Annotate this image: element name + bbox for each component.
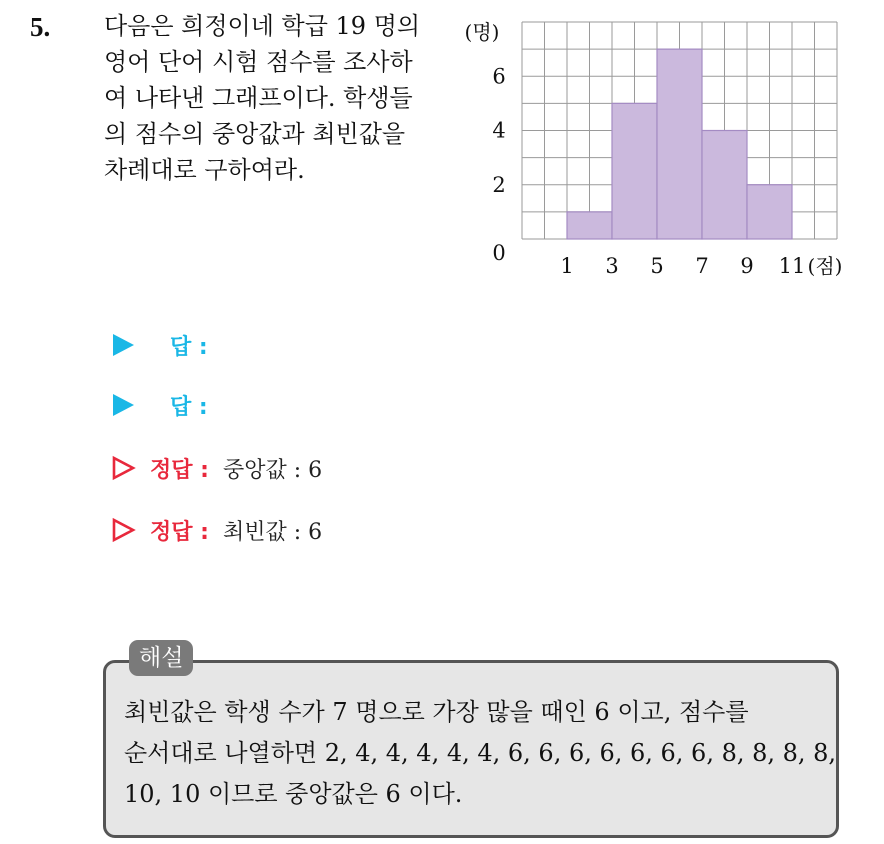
x-tick-label: 7 <box>695 254 709 278</box>
x-tick-label: 1 <box>560 254 574 278</box>
y-axis-title: (명) <box>464 20 500 44</box>
play-triangle-icon <box>110 392 136 418</box>
x-axis-title: (점) <box>807 254 843 278</box>
y-tick-label: 4 <box>492 118 506 143</box>
question-line: 차례대로 구하여라. <box>104 156 305 184</box>
question-line: 의 점수의 중앙값과 최빈값을 <box>104 120 406 148</box>
answer-key-label: 정답 : <box>150 457 209 483</box>
explanation-title: 해설 <box>129 640 193 676</box>
chart-bars <box>567 49 792 239</box>
score-histogram <box>452 8 852 288</box>
play-triangle-icon <box>110 332 136 358</box>
outline-triangle-icon <box>110 517 136 543</box>
y-tick-label: 2 <box>492 172 506 197</box>
answer-key-label: 정답 : <box>150 519 209 545</box>
histogram-bar <box>567 212 612 239</box>
explanation-text <box>124 692 837 815</box>
histogram-bar <box>657 49 702 239</box>
answer-row-2 <box>110 389 208 421</box>
x-tick-label: 5 <box>650 254 664 278</box>
question-text <box>104 8 449 188</box>
answer-label: 답 : <box>170 394 208 420</box>
explanation-line: 10, 10 이므로 중앙값은 6 이다. <box>124 780 463 808</box>
question-line: 다음은 희정이네 학급 19 명의 <box>104 12 421 40</box>
x-tick-label: 11 <box>778 254 806 278</box>
answer-row-1 <box>110 329 208 361</box>
x-tick-label: 9 <box>740 254 754 278</box>
histogram-bar <box>747 185 792 239</box>
answer-key-row-2 <box>110 514 322 546</box>
outline-triangle-icon <box>110 455 136 481</box>
question-line: 여 나타낸 그래프이다. 학생들 <box>104 84 413 112</box>
histogram-bar <box>612 103 657 239</box>
explanation-line: 순서대로 나열하면 2, 4, 4, 4, 4, 4, 6, 6, 6, 6, 6, 6, 6, 8, 8, 8, 8, <box>124 739 837 767</box>
answer-key-value: 최빈값 : 6 <box>222 519 323 545</box>
explanation-line: 최빈값은 학생 수가 7 명으로 가장 많을 때인 6 이고, 점수를 <box>124 698 749 726</box>
y-tick-label: 6 <box>492 64 506 89</box>
question-number: 5. <box>30 12 51 42</box>
question-line: 영어 단어 시험 점수를 조사하 <box>104 48 413 76</box>
x-tick-label: 3 <box>605 254 619 278</box>
answer-label: 답 : <box>170 334 208 360</box>
histogram-bar <box>702 131 747 240</box>
answer-key-row-1 <box>110 452 322 484</box>
answer-key-value: 중앙값 : 6 <box>222 457 323 483</box>
y-tick-label: 0 <box>492 241 506 265</box>
